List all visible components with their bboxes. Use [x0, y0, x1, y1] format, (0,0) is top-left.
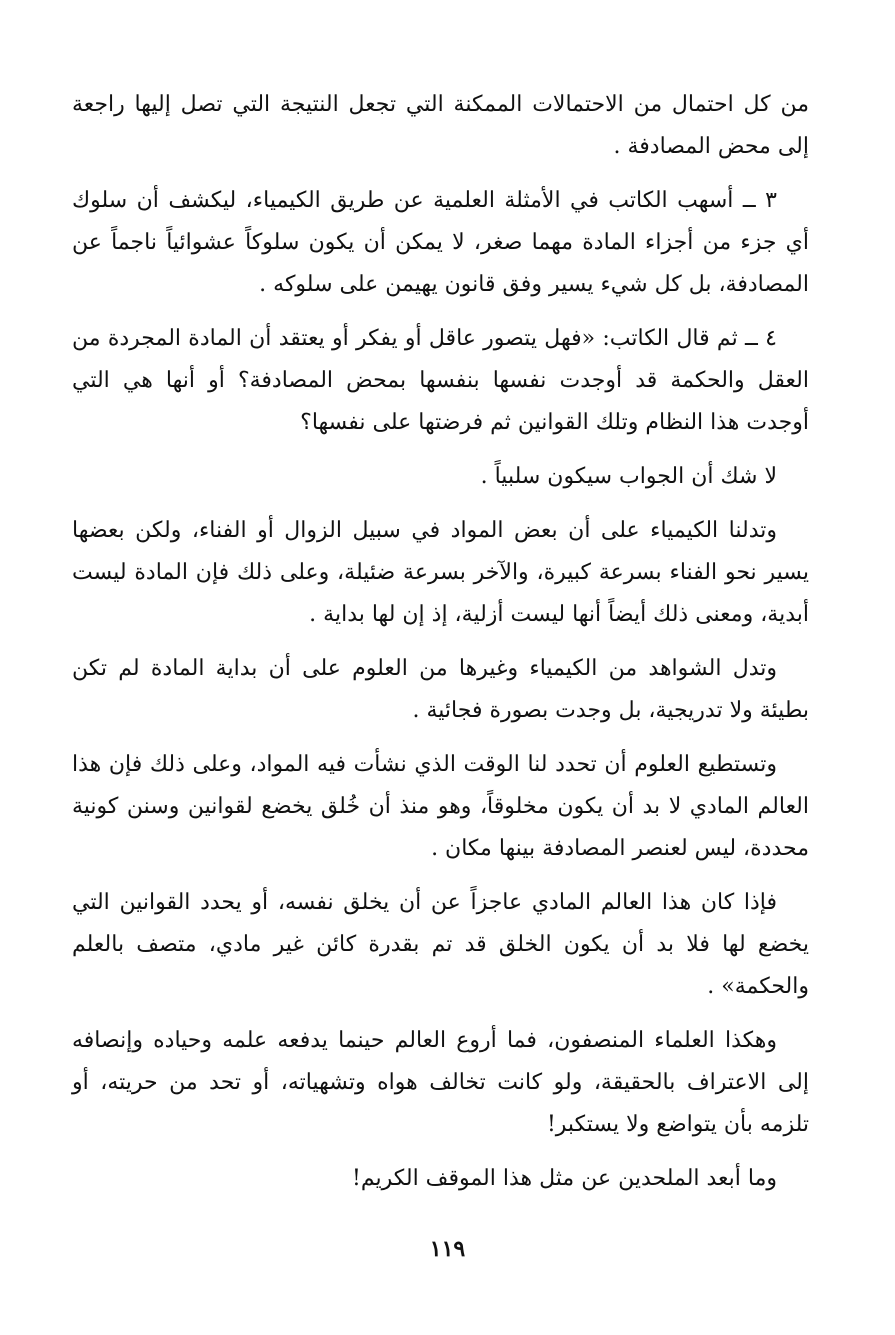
- document-page: [72, 84, 809, 1212]
- paragraph-evidence: وتدل الشواهد من الكيمياء وغيرها من العلوم على أن بداية المادة لم تكن بطيئة ولا تدريجية، بل وجدت بصورة فجائية .: [72, 656, 809, 723]
- paragraph-creation: فإذا كان هذا العالم المادي عاجزاً عن أن يخلق نفسه، أو يحدد القوانين التي يخضع لها فلا بد أن يكون الخلق قد تم بقدرة كائن غير مادي، متصف بالعلم والحكمة» .: [72, 890, 809, 999]
- paragraph-chemistry: وتدلنا الكيمياء على أن بعض المواد في سبيل الزوال أو الفناء، ولكن بعضها يسير نحو الفناء بسرعة كبيرة، والآخر بسرعة ضئيلة، وعلى ذلك فإن المادة ليست أبدية، ومعنى ذلك أيضاً أنها ليست أزلية، إذ إن لها بداية .: [72, 518, 809, 627]
- paragraph-point-4: ٤ ــ ثم قال الكاتب: «فهل يتصور عاقل أو يفكر أو يعتقد أن المادة المجردة من العقل والحكمة قد أوجدت نفسها بنفسها بمحض المصادفة؟ أو أنها هي التي أوجدت هذا النظام وتلك القوانين ثم فرضتها على نفسها؟: [72, 326, 809, 435]
- paragraph-continuation: من كل احتمال من الاحتمالات الممكنة التي تجعل النتيجة التي تصل إليها راجعة إلى محض المصادفة .: [72, 92, 809, 159]
- paragraph-scientists: وهكذا العلماء المنصفون، فما أروع العالم حينما يدفعه علمه وحياده وإنصافه إلى الاعتراف بالحقيقة، ولو كانت تخالف هواه وتشهياته، أو تحد من حريته، أو تلزمه بأن يتواضع ولا يستكبر!: [72, 1028, 809, 1137]
- paragraph-answer: لا شك أن الجواب سيكون سلبياً .: [480, 464, 777, 489]
- page-number: ١١٩: [429, 1236, 466, 1262]
- paragraph-closing: وما أبعد الملحدين عن مثل هذا الموقف الكريم!: [351, 1166, 777, 1191]
- paragraph-point-3: ٣ ــ أسهب الكاتب في الأمثلة العلمية عن طريق الكيمياء، ليكشف أن سلوك أي جزء من أجزاء المادة مهما صغر، لا يمكن أن يكون سلوكاً عشوائياً ناجماً عن المصادفة، بل كل شيء يسير وفق قانون يهيمن على سلوكه .: [72, 188, 809, 297]
- paragraph-sciences: وتستطيع العلوم أن تحدد لنا الوقت الذي نشأت فيه المواد، وعلى ذلك فإن هذا العالم المادي لا بد أن يكون مخلوقاً، وهو منذ أن خُلق يخضع لقوانين وسنن كونية محددة، ليس لعنصر المصادفة بينها مكان .: [72, 752, 809, 861]
